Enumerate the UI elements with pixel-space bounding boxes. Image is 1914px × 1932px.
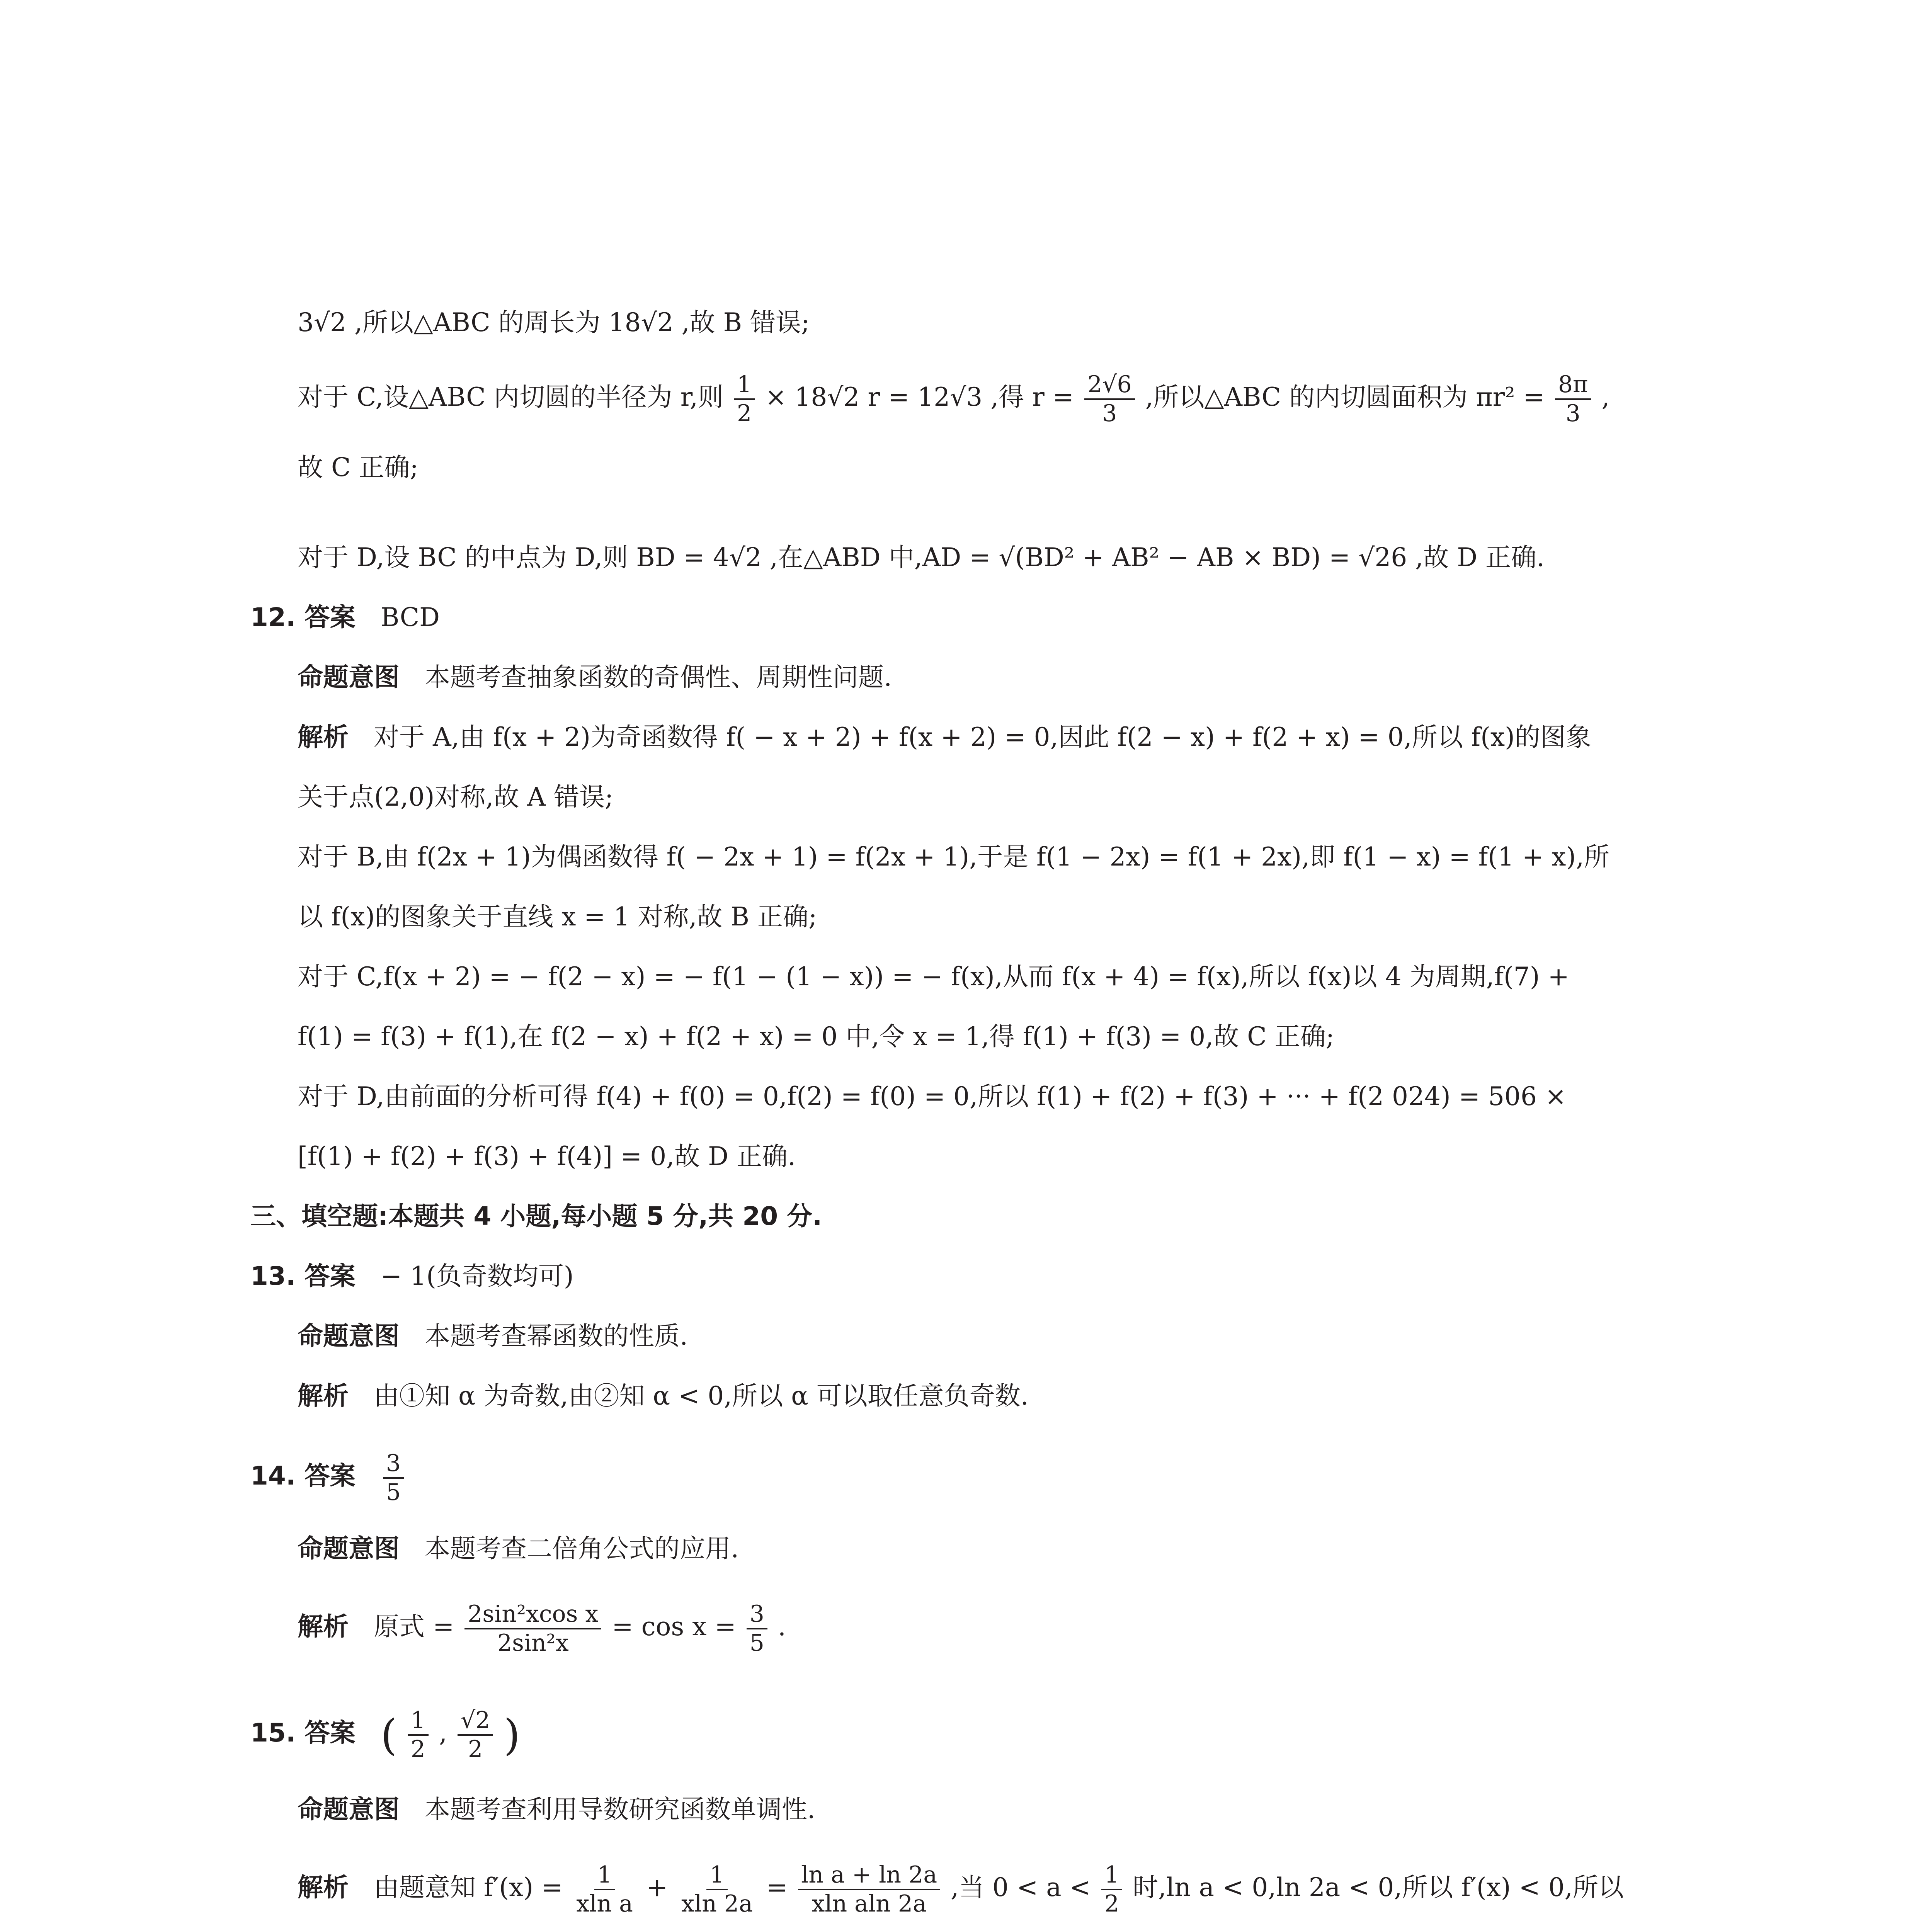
- fraction: $\frac{1}{xln 2a}$: [681, 1861, 753, 1917]
- q12-analysis-b2: 以 f(x)的图象关于直线 x = 1 对称,故 B 正确;: [298, 902, 817, 932]
- q14-intent: 命题意图 本题考查二倍角公式的应用.: [298, 1534, 739, 1563]
- fraction: $\frac{2√6}{3}$: [1084, 372, 1135, 426]
- q13-answer: 13. 答案 − 1(负奇数均可): [250, 1261, 574, 1291]
- section-heading: 三、填空题:本题共 4 小题,每小题 5 分,共 20 分.: [250, 1201, 822, 1231]
- fraction: $\frac{8\pi}{3}$: [1555, 372, 1591, 426]
- fraction: $\frac{√2}{2}$: [458, 1708, 493, 1762]
- fraction: $\frac{1}{2}$: [1101, 1863, 1122, 1916]
- q11-d-line: 对于 D,设 BC 的中点为 D,则 BD = 4√2 ,在△ABD 中,AD = √(BD² + AB² − AB × BD) = √26 ,故 D 正确.: [298, 543, 1545, 572]
- q12-analysis-c2: f(1) = f(3) + f(1),在 f(2 − x) + f(2 + x) = 0 中,令 x = 1,得 f(1) + f(3) = 0,故 C 正确;: [298, 1022, 1334, 1051]
- fraction: $\frac{3}{5}$: [383, 1451, 404, 1505]
- q12-analysis-a2: 关于点(2,0)对称,故 A 错误;: [298, 782, 614, 812]
- q12-answer: 12. 答案 BCD: [250, 602, 440, 632]
- q15-intent: 命题意图 本题考查利用导数研究函数单调性.: [298, 1794, 815, 1824]
- fraction: $\frac{1}{2}$: [734, 372, 755, 426]
- q11-c-line: 对于 C,设△ABC 内切圆的半径为 r,则 $\frac{1}{2}$ × 18√2 r = 12√3 ,得 r = $\frac{2√6}{3}$ ,所以△ABC 的内切圆面积为 πr² = $\frac{8\pi}{3}$ ,: [298, 371, 1610, 427]
- q12-analysis-d1: 对于 D,由前面的分析可得 f(4) + f(0) = 0,f(2) = f(0) = 0,所以 f(1) + f(2) + f(3) + ··· + f(2 024) = 506 ×: [298, 1082, 1567, 1111]
- q11-line1: 3√2 ,所以△ABC 的周长为 18√2 ,故 B 错误;: [298, 308, 810, 337]
- q13-analysis: 解析 由①知 α 为奇数,由②知 α < 0,所以 α 可以取任意负奇数.: [298, 1381, 1029, 1411]
- q15-answer: 15. 答案 ( $\frac{1}{2}$ , $\frac{√2}{2}$ ): [250, 1707, 521, 1763]
- fraction: $\frac{3}{5}$: [747, 1602, 767, 1655]
- fraction: $\frac{\text{2sin²xcos x}}{\text{2sin²x}}$: [464, 1602, 601, 1655]
- q12-analysis-d2: [f(1) + f(2) + f(3) + f(4)] = 0,故 D 正确.: [298, 1141, 796, 1171]
- fraction: $\frac{1}{\text{xln a}}$: [576, 1861, 633, 1917]
- fraction: $\frac{\text{ln a + ln 2a}}{\text{xln aln 2a}}$: [798, 1863, 940, 1916]
- q14-answer: 14. 答案 $\frac{3}{5}$: [250, 1434, 406, 1519]
- q11-c-conclusion: 故 C 正确;: [298, 452, 419, 482]
- q13-intent: 命题意图 本题考查幂函数的性质.: [298, 1321, 688, 1351]
- q12-analysis-a1: 解析 对于 A,由 f(x + 2)为奇函数得 f( − x + 2) + f(x + 2) = 0,因此 f(2 − x) + f(2 + x) = 0,所以 f(x)的图象: [298, 722, 1591, 752]
- q12-intent: 命题意图 本题考查抽象函数的奇偶性、周期性问题.: [298, 662, 892, 692]
- fraction: $\frac{1}{2}$: [408, 1708, 429, 1762]
- q12-analysis-c1: 对于 C,f(x + 2) = − f(2 − x) = − f(1 − (1 − x)) = − f(x),从而 f(x + 4) = f(x),所以 f(x)以 4 为周期,f(7) +: [298, 962, 1569, 992]
- q15-analysis-line1: 解析 由题意知 f′(x) = $\frac{1}{\text{xln a}}$ + $\frac{1}{xln 2a}$ = $\frac{\text{ln a + ln 2a}}{\text{xln aln 2a}}$ ,当 0 < a < $\frac{1}{2}$ 时,ln a < 0,ln 2a < 0,所以 f′(x) < 0,所以: [298, 1861, 1624, 1917]
- q14-analysis: 解析 原式 = $\frac{\text{2sin²xcos x}}{\text{2sin²x}}$ = cos x = $\frac{3}{5}$ .: [298, 1600, 786, 1656]
- q12-analysis-b1: 对于 B,由 f(2x + 1)为偶函数得 f( − 2x + 1) = f(2x + 1),于是 f(1 − 2x) = f(1 + 2x),即 f(1 − x) = f(1 + x),所: [298, 842, 1610, 872]
